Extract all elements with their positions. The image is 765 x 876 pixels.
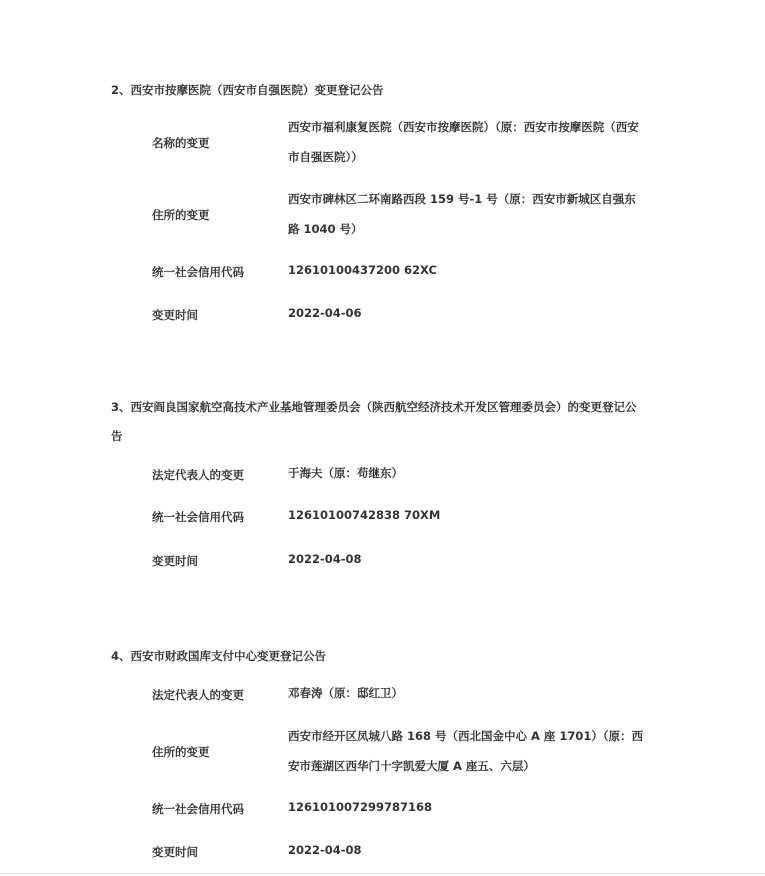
row-label: 住所的变更 (152, 208, 210, 222)
row-label: 住所的变更 (152, 745, 210, 759)
row-label: 法定代表人的变更 (152, 688, 244, 702)
section-title: 3、西安阎良国家航空高技术产业基地管理委员会（陕西航空经济技术开发区管理委员会）的变更登记公告 (111, 400, 637, 443)
row-value: 西安市福利康复医院（西安市按摩医院）（原：西安市按摩医院（西安市自强医院）） (288, 120, 639, 164)
row-value: 西安市碑林区二环南路西段 159 号-1 号（原：西安市新城区自强东路 1040 号） (288, 192, 636, 236)
row-value: 2022-04-08 (288, 552, 362, 566)
row-label: 名称的变更 (152, 136, 210, 150)
row-value: 邓春涛（原：邸红卫） (288, 686, 403, 700)
row-value: 12610100437200 62XC (288, 263, 437, 277)
row-value: 西安市经开区凤城八路 168 号（西北国金中心 A 座 1701）（原：西安市莲湖区西华门十字凯爱大厦 A 座五、六层） (288, 729, 644, 773)
row-label: 变更时间 (152, 308, 198, 322)
row-label: 变更时间 (152, 845, 198, 859)
row-label: 统一社会信用代码 (152, 265, 244, 279)
divider (0, 873, 765, 874)
row-value: 2022-04-08 (288, 843, 362, 857)
row-value: 2022-04-06 (288, 306, 362, 320)
row-value: 于海夫（原：苟继东） (288, 466, 403, 480)
row-label: 法定代表人的变更 (152, 468, 244, 482)
row-value: 12610100742838 70XM (288, 508, 441, 522)
row-value: 126101007299787168 (288, 800, 433, 814)
row-label: 统一社会信用代码 (152, 510, 244, 524)
section-title: 2、西安市按摩医院（西安市自强医院）变更登记公告 (111, 83, 384, 97)
row-label: 统一社会信用代码 (152, 802, 244, 816)
section-title: 4、西安市财政国库支付中心变更登记公告 (111, 649, 326, 663)
row-label: 变更时间 (152, 554, 198, 568)
